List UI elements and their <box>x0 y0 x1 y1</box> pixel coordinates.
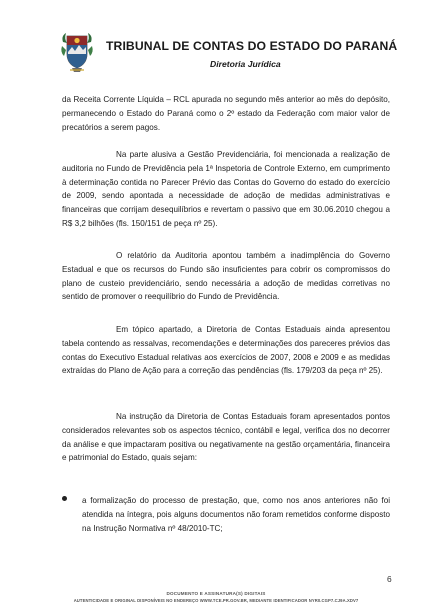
paragraph-relatorio-auditoria: O relatório da Auditoria apontou também a inadimplência do Governo Estadual e que os recursos do Fundo são insuficientes para cobrir os compromissos do plano de custeio previdenciário, sendo necessária a adoção de medidas corretivas no sentido de promover o reequilíbrio do Fundo de Previdência. <box>62 251 390 302</box>
document-header <box>60 30 398 78</box>
paragraph-gestao-previdenciaria: Na parte alusiva a Gestão Previdenciária, foi mencionada a realização de auditoria no Fundo de Previdência pela 1ª Inspetoria de Controle Externo, em cumprimento à determinação contida no Parecer Prévio das Contas do Governo do estado do exercício de 2009, sendo apontada a necessidade de adoção de medidas administrativas e financeiras que corrijam desequilíbrios e revertam o passivo que em 30.06.2010 chegou a R$ 3,2 bilhões (fls. 150/151 de peça nº 25). <box>62 150 390 228</box>
footer-signature-notice: DOCUMENTO E ASSINATURA(S) DIGITAIS <box>166 591 266 596</box>
department-subtitle: Diretoria Jurídica <box>210 59 281 69</box>
bullet-icon <box>62 496 67 501</box>
paragraph-topico-apartado: Em tópico apartado, a Diretoria de Contas Estaduais ainda apresentou tabela contendo as ressalvas, recomendações e determinações dos pareceres prévios das contas do Executivo Estadual relativas aos exercícios de 2007, 2008 e 2009 e as medidas extraídas do Plano de Ação para a correção das pendências (fls. 179/203 da peça nº 25). <box>62 325 390 376</box>
parana-coat-of-arms-icon <box>60 30 94 74</box>
page-number: 6 <box>387 574 392 584</box>
list-item-text: a formalização do processo de prestação, que, como nos anos anteriores não foi atendida na íntegra, pois alguns documentos não foram remetidos conforme disposto na Instrução Normativa nº 48/2010-TC; <box>82 496 390 533</box>
footer-authenticity-notice: AUTENTICIDADE E ORIGINAL DISPONÍVEIS NO ENDEREÇO WWW.TCE.PR.GOV.BR, MEDIANTE IDENTIFICADOR NYR0.CGP7.CJ9A.XDV7 <box>73 598 359 603</box>
paragraph-instrucao-diretoria: Na instrução da Diretoria de Contas Estaduais foram apresentados pontos considerados relevantes sob os aspectos técnico, contábil e legal, verifica dos no decorrer da análise e que impactaram positiva ou negativamente na gestão orçamentária, financeira e patrimonial do Estado, quais sejam: <box>62 412 390 463</box>
org-title: TRIBUNAL DE CONTAS DO ESTADO DO PARANÁ <box>106 39 398 53</box>
paragraph-continuation: da Receita Corrente Líquida – RCL apurada no segundo mês anterior ao mês do depósito, permanecendo o Estado do Paraná como o 2º estado da Federação com maior valor de precatórios a serem pagos. <box>62 95 390 132</box>
